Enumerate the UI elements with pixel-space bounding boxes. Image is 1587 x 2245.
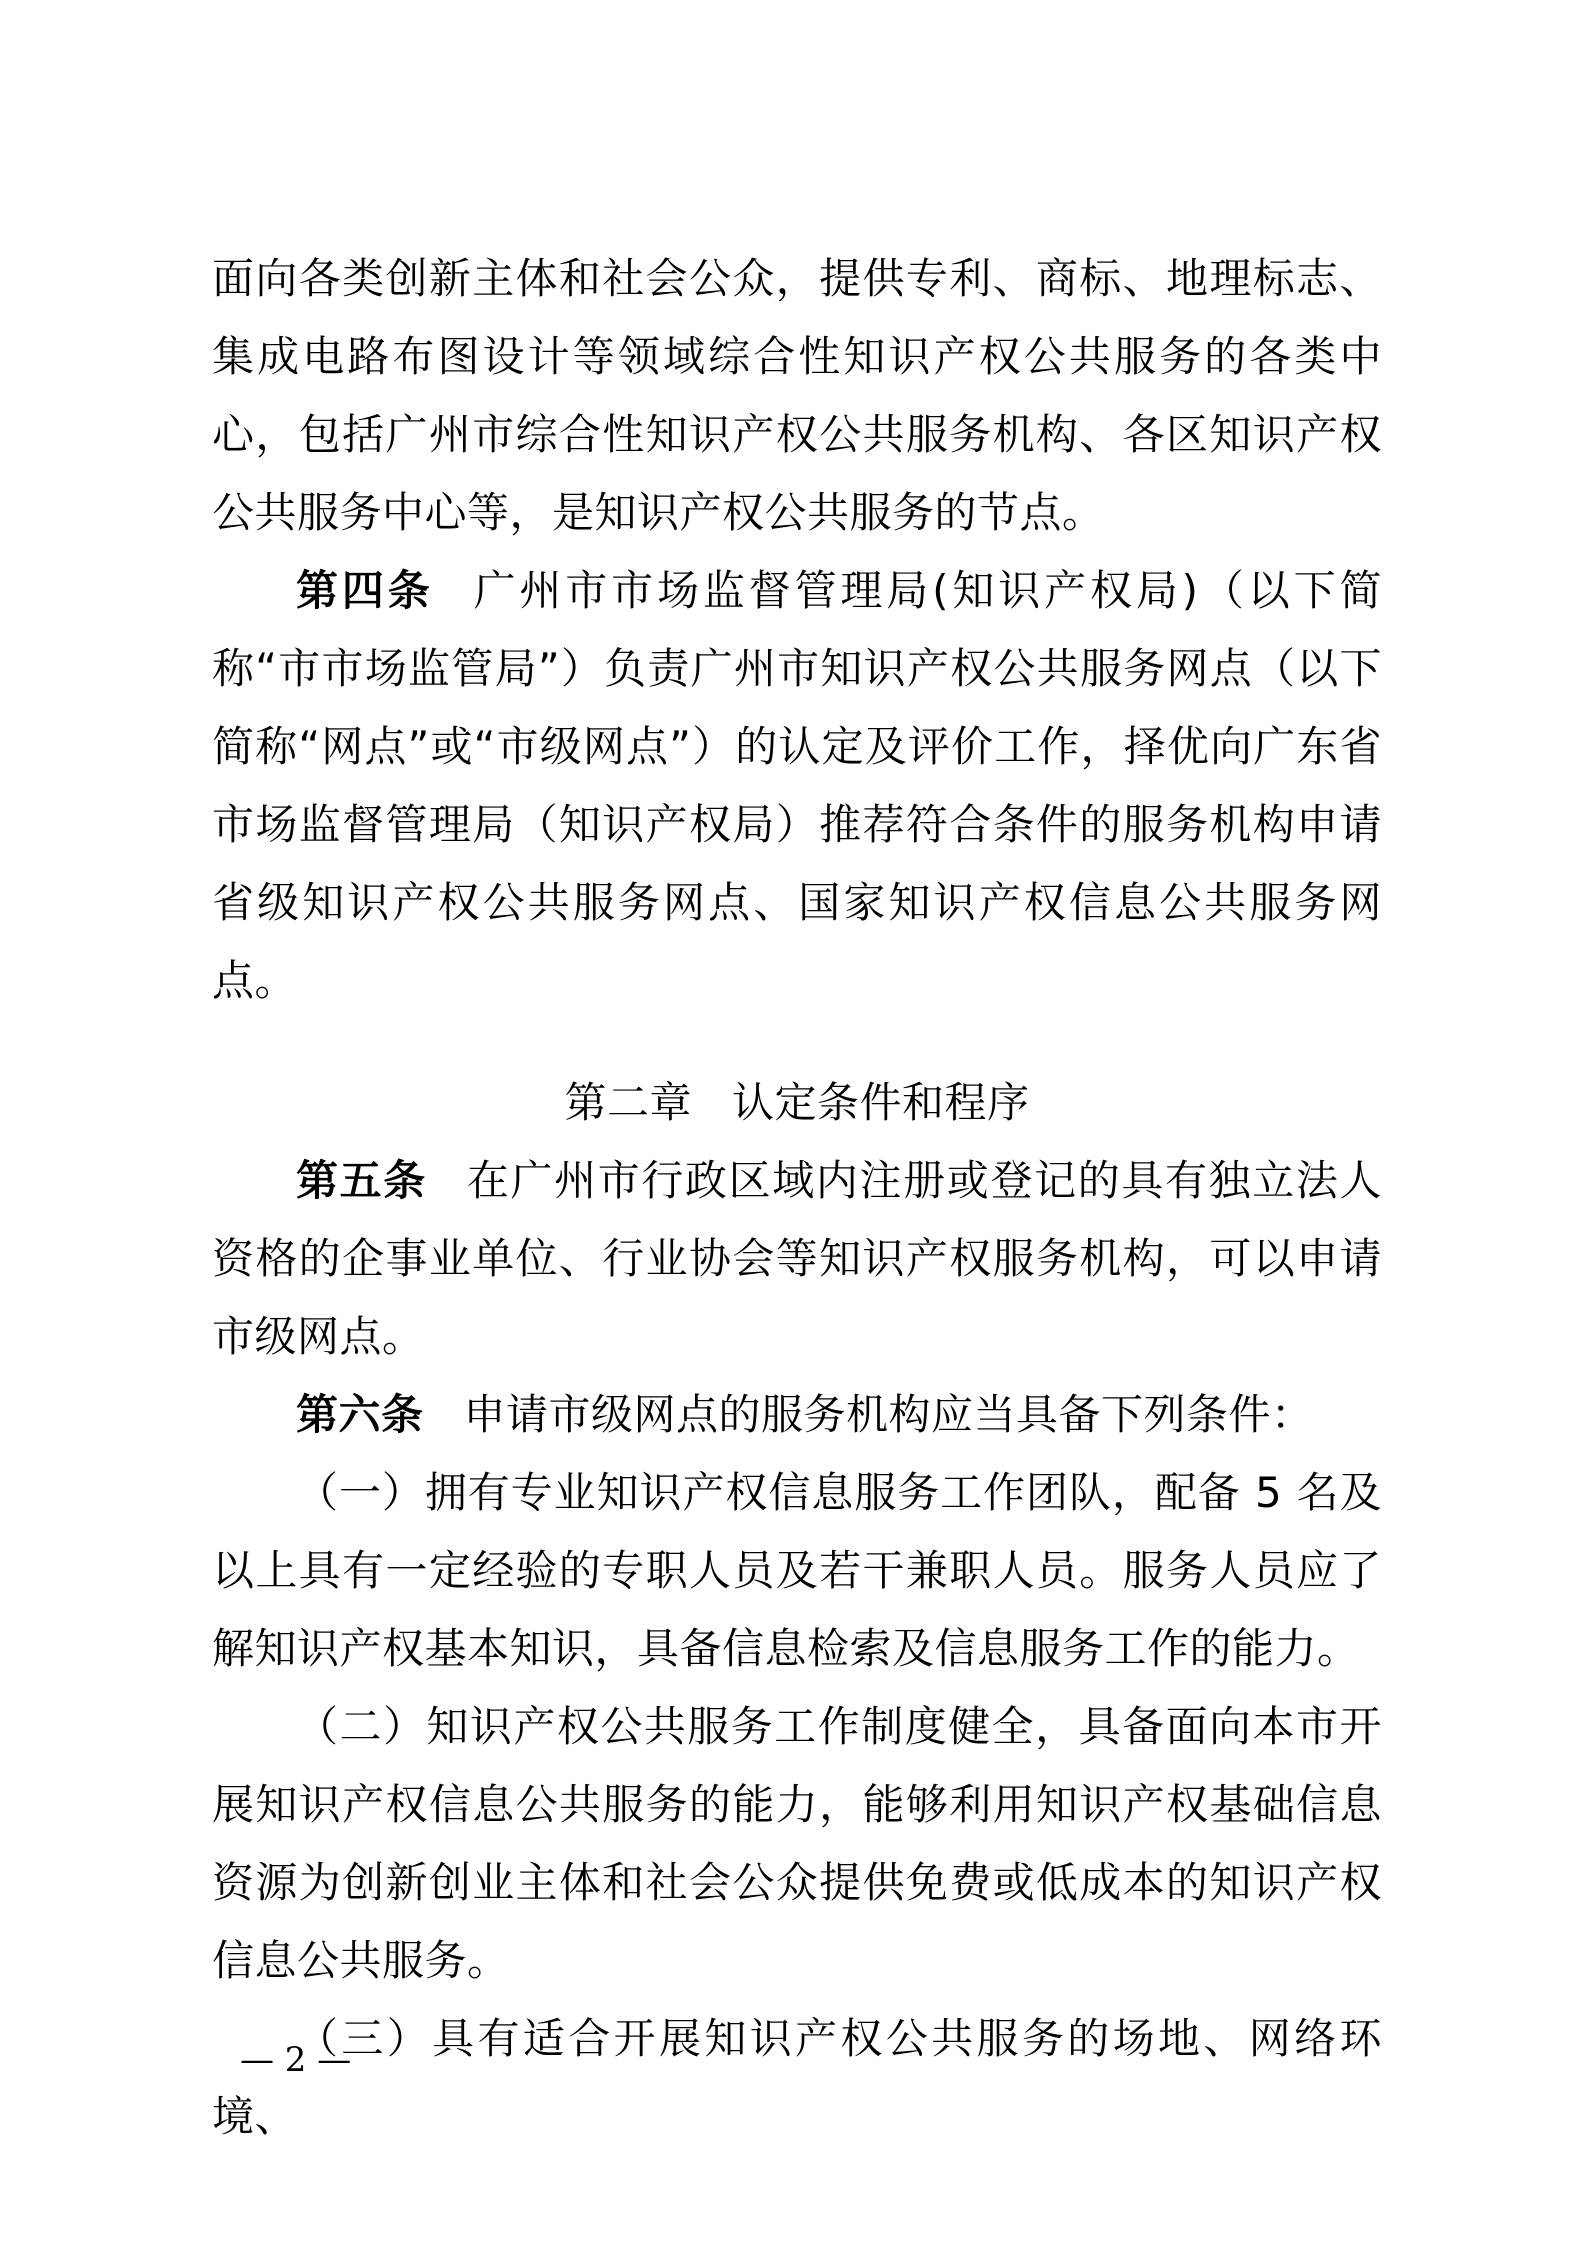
chapter-title: 认定条件和程序 bbox=[732, 1078, 1030, 1127]
paragraph-continuation: 面向各类创新主体和社会公众，提供专利、商标、地理标志、集成电路布图设计等领域综合性知识产权公共服务的各类中心，包括广州市综合性知识产权公共服务机构、各区知识产权公共服务中心等，是知识产权公共服务的节点。 bbox=[212, 254, 1382, 537]
condition-item-2: （二）知识产权公共服务工作制度健全，具备面向本市开展知识产权信息公共服务的能力，能够利用知识产权基础信息资源为创新创业主体和社会公众提供免费或低成本的知识产权信息公共服务。 bbox=[212, 1702, 1382, 1985]
article-6-text: 申请市级网点的服务机构应当具备下列条件： bbox=[463, 1390, 1314, 1439]
condition-item-3: （三）具有适合开展知识产权公共服务的场地、网络环境、 bbox=[212, 2014, 1382, 2141]
article-4-text: 广州市市场监督管理局(知识产权局)（以下简称“市市场监管局”）负责广州市知识产权公共服务网点（以下简称“网点”或“市级网点”）的认定及评价工作，择优向广东省市场监督管理局（知识产权局）推荐符合条件的服务机构申请省级知识产权公共服务网点、国家知识产权信息公共服务网点。 bbox=[212, 566, 1382, 1005]
page-number: — 2 — bbox=[240, 2040, 352, 2080]
document-body bbox=[212, 240, 1382, 2156]
chapter-number: 第二章 bbox=[564, 1078, 692, 1127]
article-5 bbox=[212, 1142, 1382, 1376]
article-5-text: 在广州市行政区域内注册或登记的具有独立法人资格的企事业单位、行业协会等知识产权服务机构，可以申请市级网点。 bbox=[212, 1156, 1382, 1361]
article-5-label: 第五条 bbox=[296, 1156, 427, 1205]
chapter-heading bbox=[212, 1020, 1382, 1142]
article-6-label: 第六条 bbox=[296, 1390, 424, 1439]
condition-item-1: （一）拥有专业知识产权信息服务工作团队，配备 5 名及以上具有一定经验的专职人员及若干兼职人员。服务人员应了解知识产权基本知识，具备信息检索及信息服务工作的能力。 bbox=[212, 1468, 1382, 1673]
article-4 bbox=[212, 552, 1382, 1020]
article-6 bbox=[212, 1376, 1382, 1454]
article-4-label: 第四条 bbox=[296, 566, 434, 615]
